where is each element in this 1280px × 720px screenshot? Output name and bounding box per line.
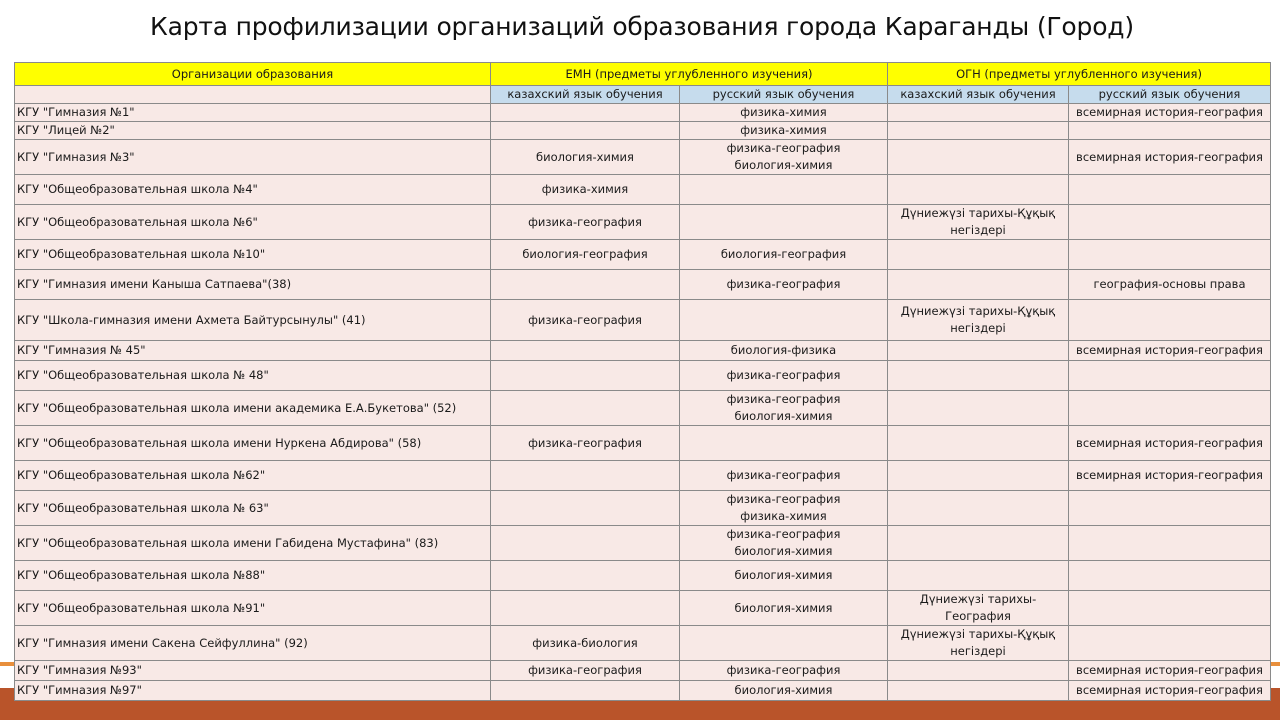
cell-emn-russian: физика-география биология-химия (680, 140, 888, 175)
table-header-row (15, 63, 1271, 86)
cell-organization: КГУ "Общеобразовательная школа № 48" (15, 361, 491, 391)
cell-ogn-kazakh: Дүниежүзі тарихы-География (888, 591, 1069, 626)
table-row (15, 104, 1271, 122)
cell-ogn-kazakh (888, 175, 1069, 205)
cell-ogn-russian: всемирная история-география (1069, 104, 1271, 122)
cell-ogn-kazakh: Дүниежүзі тарихы-Құқық негіздері (888, 205, 1069, 240)
table-row (15, 140, 1271, 175)
cell-organization: КГУ "Общеобразовательная школа имени академика Е.А.Букетова" (52) (15, 391, 491, 426)
cell-ogn-kazakh (888, 140, 1069, 175)
cell-ogn-russian (1069, 361, 1271, 391)
cell-organization: КГУ "Гимназия №97" (15, 681, 491, 701)
cell-emn-kazakh: физика-география (491, 661, 680, 681)
table-row (15, 270, 1271, 300)
cell-ogn-kazakh (888, 391, 1069, 426)
cell-emn-kazakh (491, 391, 680, 426)
cell-ogn-russian (1069, 175, 1271, 205)
cell-ogn-russian (1069, 526, 1271, 561)
cell-ogn-kazakh (888, 104, 1069, 122)
cell-emn-kazakh (491, 526, 680, 561)
page-title: Карта профилизации организаций образования города Караганды (Город) (150, 12, 1134, 41)
cell-ogn-kazakh (888, 461, 1069, 491)
cell-ogn-kazakh (888, 491, 1069, 526)
cell-emn-kazakh (491, 270, 680, 300)
cell-organization: КГУ "Общеобразовательная школа имени Нуркена Абдирова" (58) (15, 426, 491, 461)
cell-emn-russian: биология-химия (680, 561, 888, 591)
table-row (15, 626, 1271, 661)
cell-ogn-kazakh: Дүниежүзі тарихы-Құқық негіздері (888, 626, 1069, 661)
table-row (15, 122, 1271, 140)
cell-emn-kazakh (491, 122, 680, 140)
cell-organization: КГУ "Школа-гимназия имени Ахмета Байтурсынулы" (41) (15, 300, 491, 341)
table-row (15, 205, 1271, 240)
table-row (15, 491, 1271, 526)
cell-ogn-russian: всемирная история-география (1069, 681, 1271, 701)
cell-ogn-kazakh (888, 681, 1069, 701)
table-row (15, 681, 1271, 701)
cell-emn-russian: физика-химия (680, 122, 888, 140)
cell-emn-russian: физика-география биология-химия (680, 391, 888, 426)
cell-organization: КГУ "Общеобразовательная школа № 63" (15, 491, 491, 526)
cell-ogn-russian: всемирная история-география (1069, 341, 1271, 361)
subheader-ogn-kazakh: казахский язык обучения (888, 86, 1069, 104)
cell-organization: КГУ "Гимназия №93" (15, 661, 491, 681)
cell-ogn-russian (1069, 391, 1271, 426)
table-row (15, 240, 1271, 270)
cell-emn-russian: биология-география (680, 240, 888, 270)
cell-ogn-russian: география-основы права (1069, 270, 1271, 300)
profile-table (14, 62, 1271, 701)
cell-emn-kazakh (491, 104, 680, 122)
table-row (15, 361, 1271, 391)
header-organizations: Организации образования (15, 63, 491, 86)
cell-emn-russian: биология-химия (680, 681, 888, 701)
subheader-ogn-russian: русский язык обучения (1069, 86, 1271, 104)
cell-organization: КГУ "Гимназия №1" (15, 104, 491, 122)
cell-organization: КГУ "Гимназия имени Сакена Сейфуллина" (92) (15, 626, 491, 661)
cell-emn-russian: физика-география биология-химия (680, 526, 888, 561)
table-row (15, 561, 1271, 591)
cell-emn-kazakh (491, 461, 680, 491)
cell-organization: КГУ "Гимназия № 45" (15, 341, 491, 361)
cell-emn-kazakh: биология-химия (491, 140, 680, 175)
table-row (15, 526, 1271, 561)
cell-ogn-russian: всемирная история-география (1069, 140, 1271, 175)
cell-ogn-russian (1069, 626, 1271, 661)
cell-organization: КГУ "Общеобразовательная школа №88" (15, 561, 491, 591)
cell-organization: КГУ "Общеобразовательная школа №91" (15, 591, 491, 626)
cell-ogn-russian: всемирная история-география (1069, 426, 1271, 461)
cell-organization: КГУ "Гимназия имени Каныша Сатпаева"(38) (15, 270, 491, 300)
cell-emn-kazakh (491, 681, 680, 701)
cell-ogn-kazakh: Дүниежүзі тарихы-Құқық негіздері (888, 300, 1069, 341)
table-row (15, 300, 1271, 341)
cell-ogn-kazakh (888, 361, 1069, 391)
cell-emn-kazakh: физика-химия (491, 175, 680, 205)
cell-emn-russian: физика-география (680, 270, 888, 300)
cell-emn-kazakh (491, 361, 680, 391)
cell-ogn-kazakh (888, 270, 1069, 300)
cell-emn-kazakh (491, 491, 680, 526)
cell-emn-kazakh (491, 591, 680, 626)
cell-ogn-russian: всемирная история-география (1069, 461, 1271, 491)
cell-emn-kazakh (491, 561, 680, 591)
cell-ogn-russian (1069, 240, 1271, 270)
cell-ogn-kazakh (888, 561, 1069, 591)
cell-ogn-russian (1069, 561, 1271, 591)
cell-ogn-russian (1069, 491, 1271, 526)
cell-emn-russian (680, 300, 888, 341)
table-row (15, 175, 1271, 205)
cell-ogn-russian: всемирная история-география (1069, 661, 1271, 681)
cell-emn-russian: физика-география (680, 461, 888, 491)
cell-emn-kazakh: физика-биология (491, 626, 680, 661)
cell-ogn-kazakh (888, 526, 1069, 561)
cell-emn-russian: биология-химия (680, 591, 888, 626)
cell-emn-russian: физика-химия (680, 104, 888, 122)
cell-organization: КГУ "Гимназия №3" (15, 140, 491, 175)
cell-ogn-russian (1069, 205, 1271, 240)
table-row (15, 591, 1271, 626)
cell-emn-russian: физика-география (680, 361, 888, 391)
cell-emn-russian: физика-география физика-химия (680, 491, 888, 526)
cell-ogn-russian (1069, 122, 1271, 140)
cell-ogn-russian (1069, 591, 1271, 626)
cell-organization: КГУ "Общеобразовательная школа №10" (15, 240, 491, 270)
table-row (15, 461, 1271, 491)
cell-organization: КГУ "Общеобразовательная школа имени Габидена Мустафина" (83) (15, 526, 491, 561)
cell-organization: КГУ "Общеобразовательная школа №62" (15, 461, 491, 491)
table-row (15, 391, 1271, 426)
cell-ogn-kazakh (888, 240, 1069, 270)
cell-emn-russian: физика-география (680, 661, 888, 681)
cell-organization: КГУ "Лицей №2" (15, 122, 491, 140)
table-row (15, 661, 1271, 681)
cell-emn-russian (680, 626, 888, 661)
cell-ogn-kazakh (888, 661, 1069, 681)
header-ogn: ОГН (предметы углубленного изучения) (888, 63, 1271, 86)
table-row (15, 341, 1271, 361)
subheader-emn-kazakh: казахский язык обучения (491, 86, 680, 104)
cell-organization: КГУ "Общеобразовательная школа №6" (15, 205, 491, 240)
cell-ogn-kazakh (888, 122, 1069, 140)
cell-emn-russian: биология-физика (680, 341, 888, 361)
table-subheader-row (15, 86, 1271, 104)
cell-emn-russian (680, 175, 888, 205)
cell-ogn-kazakh (888, 426, 1069, 461)
cell-emn-kazakh (491, 341, 680, 361)
table-row (15, 426, 1271, 461)
cell-emn-kazakh: физика-география (491, 205, 680, 240)
subheader-blank (15, 86, 491, 104)
cell-emn-kazakh: физика-география (491, 426, 680, 461)
cell-emn-kazakh: физика-география (491, 300, 680, 341)
header-emn: ЕМН (предметы углубленного изучения) (491, 63, 888, 86)
cell-emn-russian (680, 426, 888, 461)
cell-emn-kazakh: биология-география (491, 240, 680, 270)
cell-organization: КГУ "Общеобразовательная школа №4" (15, 175, 491, 205)
cell-ogn-russian (1069, 300, 1271, 341)
cell-emn-russian (680, 205, 888, 240)
subheader-emn-russian: русский язык обучения (680, 86, 888, 104)
cell-ogn-kazakh (888, 341, 1069, 361)
